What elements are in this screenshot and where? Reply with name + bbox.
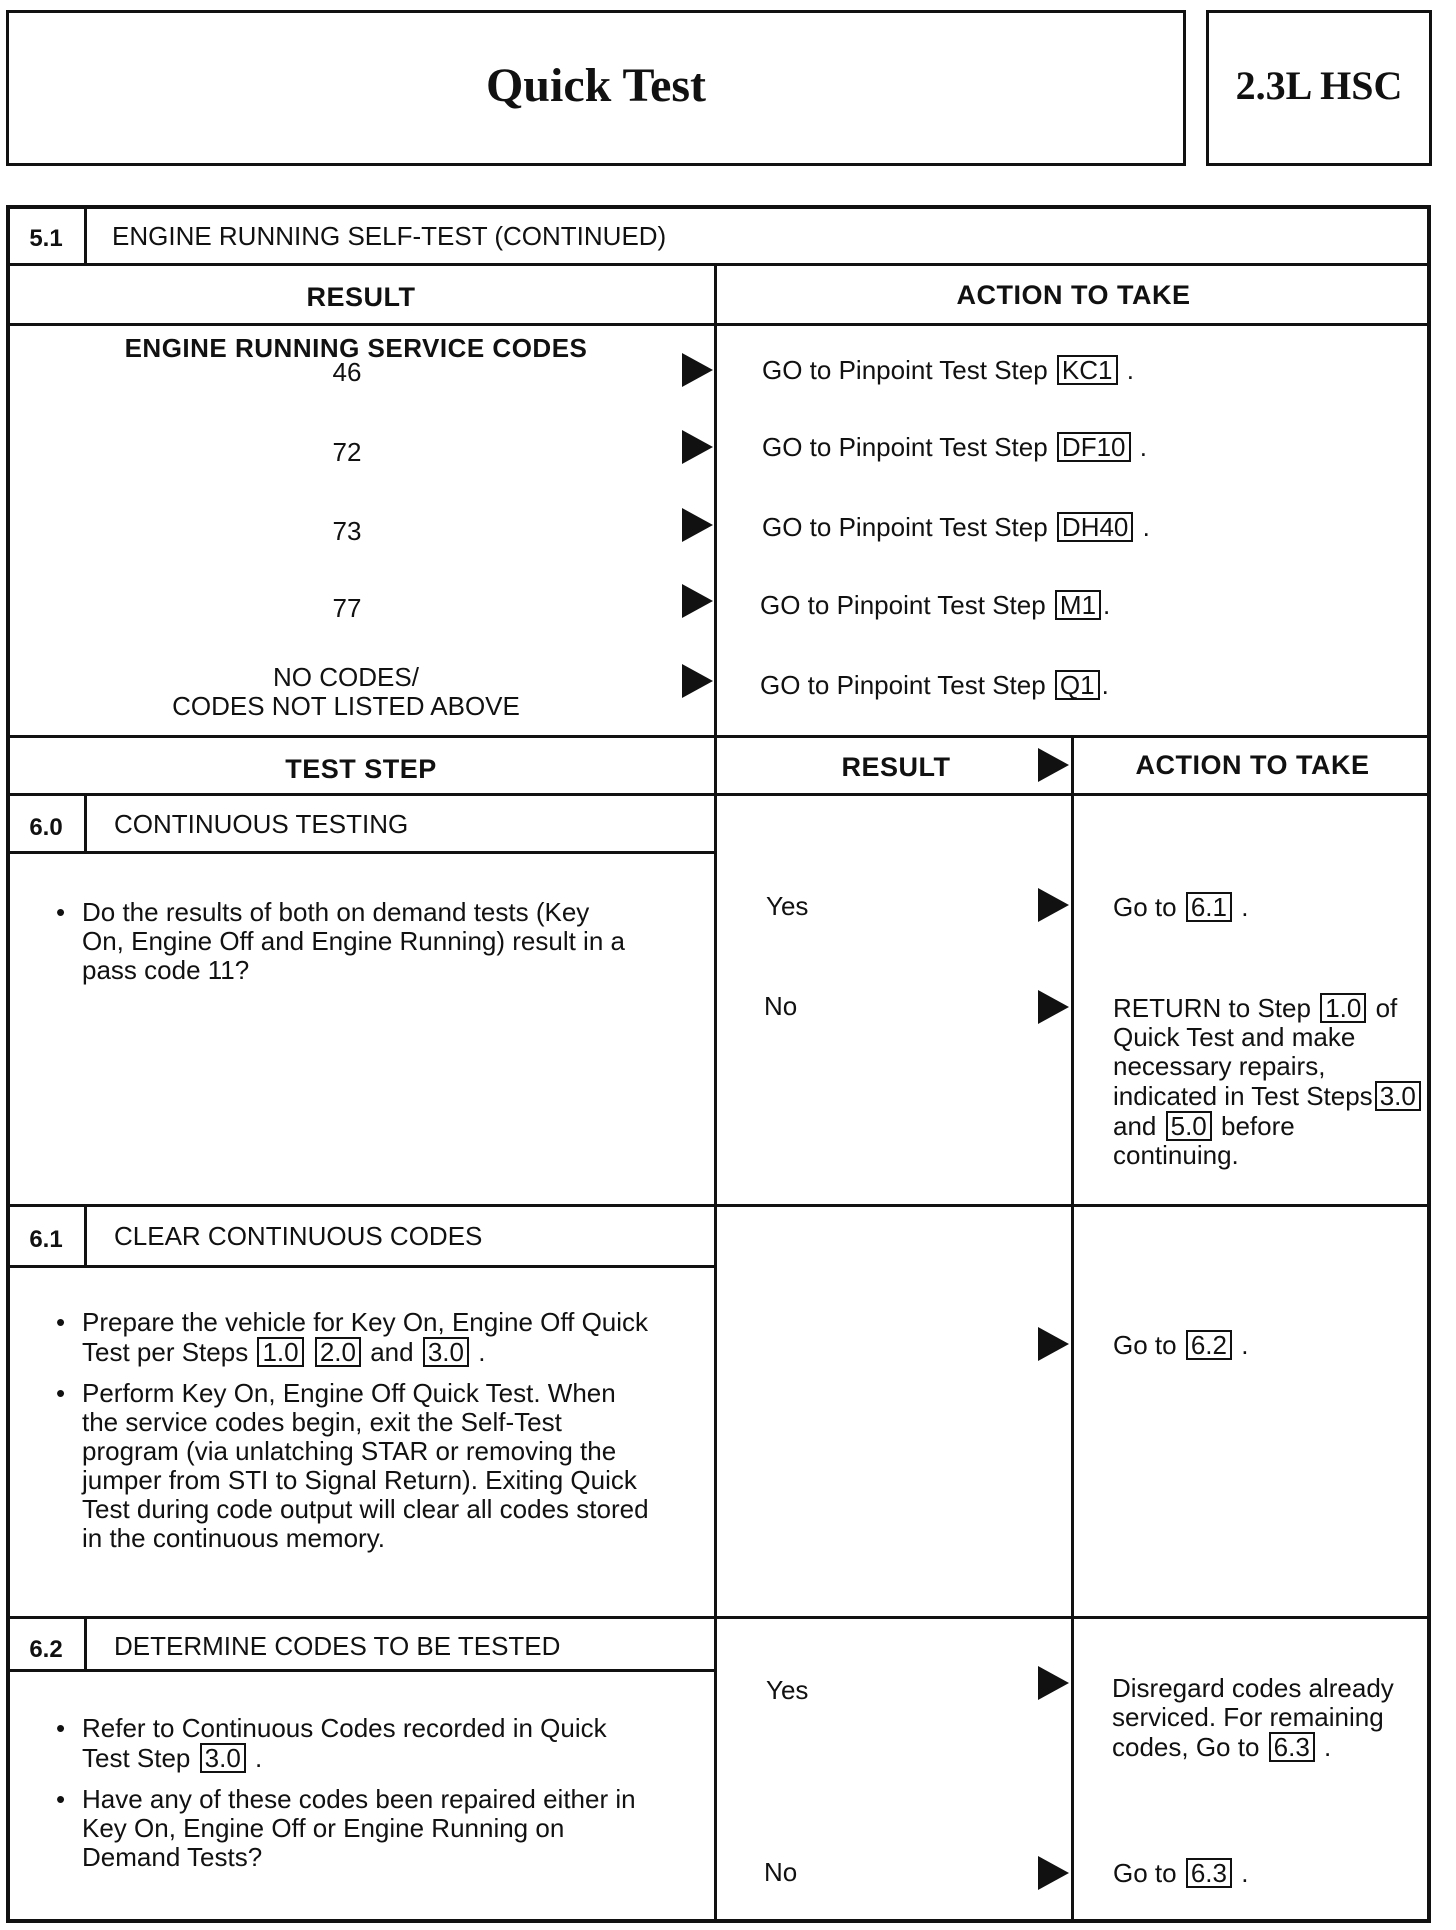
step-title: DETERMINE CODES TO BE TESTED — [114, 1631, 561, 1661]
step-ref: DF10 — [1057, 432, 1131, 462]
result-header: RESULT — [306, 282, 416, 312]
action-text: GO to Pinpoint Test Step DF10 . — [762, 432, 1147, 462]
step-ref: 6.3 — [1186, 1858, 1232, 1888]
arrow-icon — [682, 508, 713, 542]
step-number: 6.2 — [29, 1636, 63, 1663]
action-text: Go to 6.3 . — [1113, 1858, 1249, 1888]
arrow-icon — [1038, 1666, 1069, 1700]
step-ref: 3.0 — [1375, 1081, 1421, 1111]
action-text: Go to 6.2 . — [1113, 1330, 1249, 1360]
step-ref: 6.1 — [1186, 892, 1232, 922]
codes-heading: ENGINE RUNNING SERVICE CODES — [124, 333, 588, 363]
instruction-item: • Perform Key On, Engine Off Quick Test. When the service codes begin, exit the Self-Test program (via unlatching STAR or removing the jumper from STI to Signal Return). Exiting Quick Test during code output will clear all codes stored in the continuous memory. — [56, 1379, 656, 1553]
service-code: NO CODES/ CODES NOT LISTED ABOVE — [172, 662, 520, 721]
step-ref: 5.0 — [1166, 1111, 1212, 1141]
arrow-icon — [682, 430, 713, 464]
instruction-item: • Prepare the vehicle for Key On, Engine Off Quick Test per Steps 1.0 2.0 and 3.0 . — [56, 1308, 656, 1367]
action-text: GO to Pinpoint Test Step Q1 . — [760, 670, 1109, 700]
section-title: ENGINE RUNNING SELF-TEST (CONTINUED) — [112, 221, 667, 251]
result-yes: Yes — [766, 1675, 809, 1705]
divider — [1071, 735, 1074, 1923]
arrow-icon — [682, 353, 713, 387]
action-text: Go to 6.1 . — [1113, 892, 1249, 922]
action-text: Disregard codes already serviced. For remaining codes, Go to 6.3 . — [1112, 1673, 1394, 1762]
arrow-icon — [1038, 1327, 1069, 1361]
action-column-header: ACTION TO TAKE — [1135, 750, 1370, 780]
divider — [6, 263, 1431, 266]
service-code: 77 — [332, 593, 362, 623]
result-yes: Yes — [766, 891, 809, 921]
step-instructions — [56, 1308, 656, 1565]
action-text: GO to Pinpoint Test Step KC1 . — [762, 355, 1134, 385]
step-number: 5.1 — [29, 225, 63, 252]
action-text: RETURN to Step 1.0 of Quick Test and make necessary repairs, indicated in Test Steps 3.0and 5.0 before continuing. — [1113, 993, 1423, 1170]
instruction-item: • Have any of these codes been repaired either in Key On, Engine Off or Engine Running on Demand Tests? — [56, 1785, 656, 1872]
divider — [6, 735, 1431, 738]
step-ref: KC1 — [1057, 355, 1118, 385]
action-text: GO to Pinpoint Test Step DH40 . — [762, 512, 1150, 542]
result-column-header: RESULT — [841, 752, 951, 782]
step-ref: 3.0 — [200, 1743, 246, 1773]
arrow-icon — [1038, 748, 1069, 782]
test-step-header: TEST STEP — [285, 754, 437, 784]
service-code: 72 — [332, 437, 362, 467]
service-code: 46 — [332, 357, 362, 387]
step-ref: 1.0 — [257, 1337, 303, 1367]
divider — [6, 1204, 1431, 1207]
instruction-item: • Do the results of both on demand tests (Key On, Engine Off and Engine Running) result in a pass code 11? — [56, 898, 626, 985]
result-no: No — [764, 991, 798, 1021]
arrow-icon — [1038, 888, 1069, 922]
step-number: 6.0 — [29, 814, 63, 841]
page-title: Quick Test — [485, 59, 707, 112]
divider — [6, 323, 1431, 326]
step-instructions — [56, 898, 626, 997]
arrow-icon — [1038, 990, 1069, 1024]
service-code: 73 — [332, 516, 362, 546]
step-number: 6.1 — [29, 1226, 63, 1253]
divider — [6, 793, 1431, 796]
action-header: ACTION TO TAKE — [956, 280, 1191, 310]
arrow-icon — [682, 664, 713, 698]
action-text: GO to Pinpoint Test Step M1 . — [760, 590, 1111, 620]
step-ref: DH40 — [1057, 512, 1133, 542]
step-ref: M1 — [1055, 590, 1101, 620]
step-instructions — [56, 1714, 656, 1884]
step-ref: 1.0 — [1320, 993, 1366, 1023]
divider — [6, 1669, 716, 1672]
step-title: CONTINUOUS TESTING — [114, 809, 409, 839]
divider — [714, 263, 717, 1923]
arrow-icon — [682, 584, 713, 618]
divider — [6, 1616, 1431, 1619]
step-title: CLEAR CONTINUOUS CODES — [114, 1221, 483, 1251]
step-ref: 6.2 — [1186, 1330, 1232, 1360]
step-ref: 2.0 — [315, 1337, 361, 1367]
divider — [6, 1265, 716, 1268]
instruction-item: • Refer to Continuous Codes recorded in Quick Test Step 3.0 . — [56, 1714, 656, 1773]
divider — [6, 851, 716, 854]
step-ref: Q1 — [1055, 670, 1100, 700]
step-ref: 3.0 — [423, 1337, 469, 1367]
arrow-icon — [1038, 1856, 1069, 1890]
engine-label: 2.3L HSC — [1235, 63, 1403, 108]
step-ref: 6.3 — [1269, 1732, 1315, 1762]
result-no: No — [764, 1857, 798, 1887]
